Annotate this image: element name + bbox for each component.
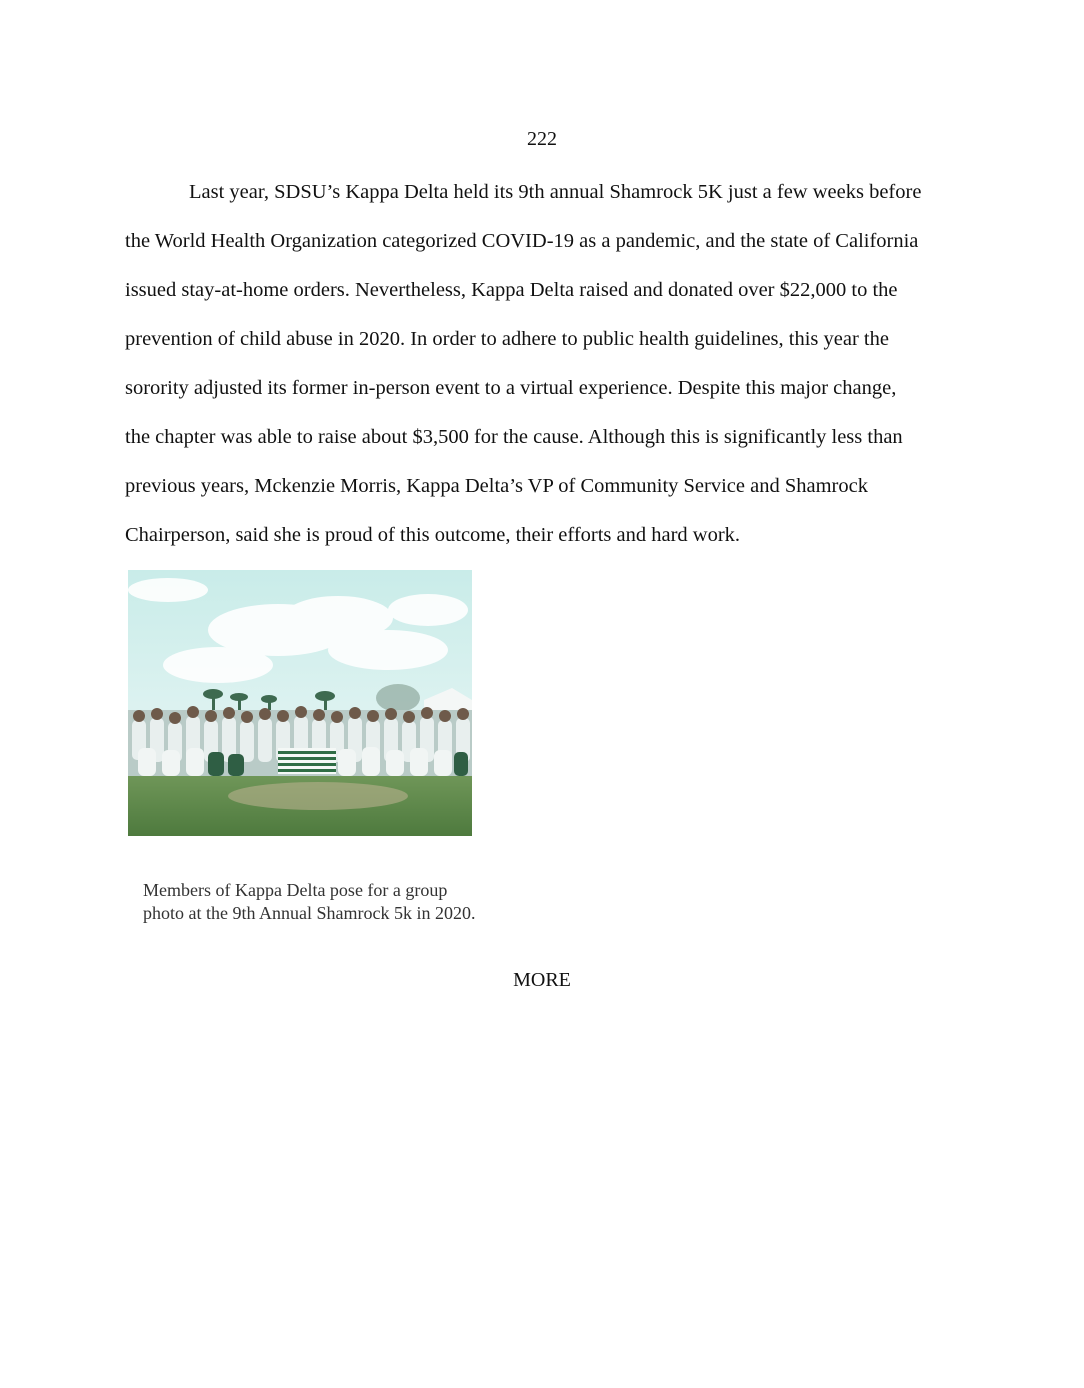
group-photo-illustration	[128, 570, 472, 836]
article-line: prevention of child abuse in 2020. In order to adhere to public health guidelines, this year the	[125, 328, 889, 350]
caption-line: photo at the 9th Annual Shamrock 5k in 2020.	[143, 903, 476, 923]
photo-caption	[143, 879, 503, 925]
article-line: previous years, Mckenzie Morris, Kappa Delta’s VP of Community Service and Shamrock	[125, 475, 868, 497]
group-photo	[128, 570, 472, 836]
caption-line: Members of Kappa Delta pose for a group	[143, 880, 448, 900]
flag	[278, 748, 336, 774]
article-line: Last year, SDSU’s Kappa Delta held its 9th annual Shamrock 5K just a few weeks before	[189, 181, 922, 203]
page-number: 222	[527, 128, 557, 150]
dirt-patch	[228, 782, 408, 810]
more-label: MORE	[513, 969, 571, 991]
article-line: the chapter was able to raise about $3,500 for the cause. Although this is significantly less than	[125, 426, 903, 448]
article-line: issued stay-at-home orders. Nevertheless, Kappa Delta raised and donated over $22,000 to the	[125, 279, 898, 301]
article-line: Chairperson, said she is proud of this outcome, their efforts and hard work.	[125, 524, 741, 546]
article-body	[125, 168, 965, 560]
article-line: sorority adjusted its former in-person event to a virtual experience. Despite this major change,	[125, 377, 897, 399]
article-line: the World Health Organization categorized COVID-19 as a pandemic, and the state of California	[125, 230, 919, 252]
